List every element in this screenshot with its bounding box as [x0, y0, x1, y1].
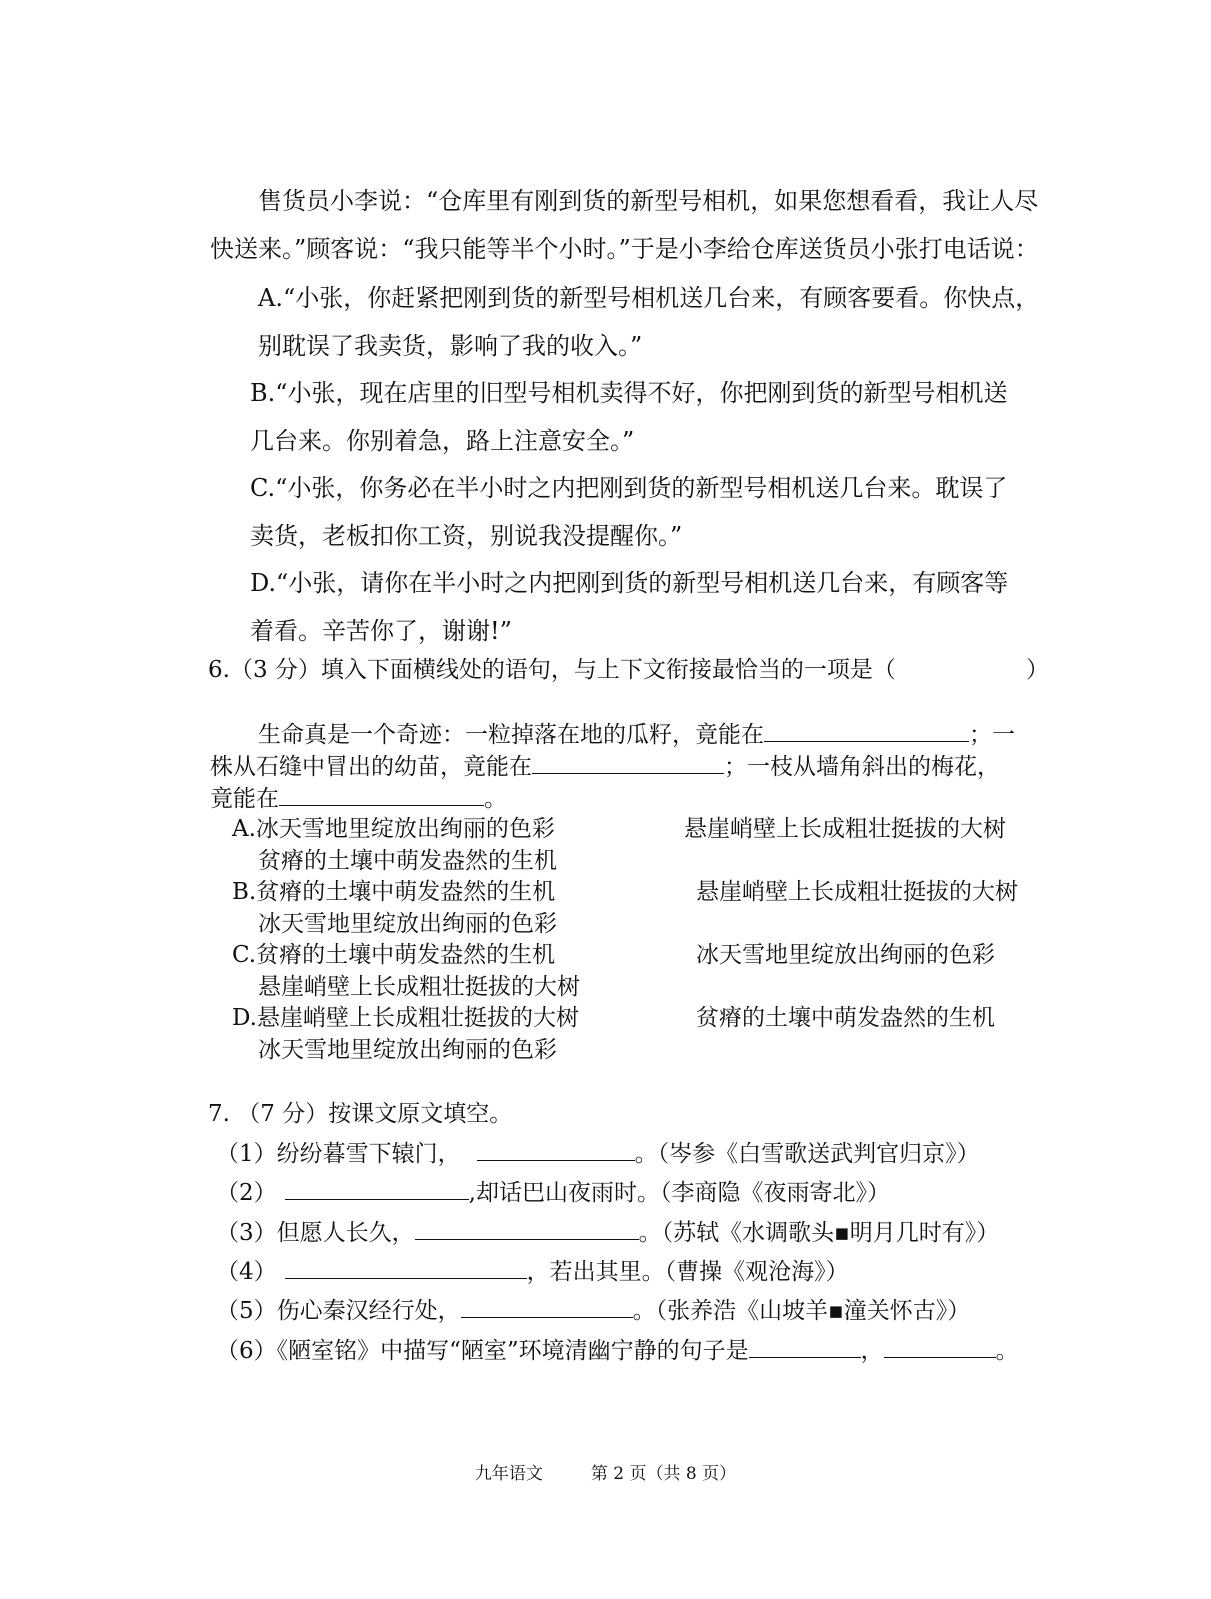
q6-option-a: [232, 814, 555, 844]
q7-item-3: [216, 1217, 999, 1248]
q7-item-text: 。: [995, 1338, 1019, 1364]
q6-passage-text: 株从石缝中冒出的幼苗，竟能在: [210, 754, 532, 780]
answer-blank[interactable]: [285, 1256, 527, 1279]
q5-context-line-2: 快送来。”顾客说：“我只能等半个小时。”于是小李给仓库送货员小张打电话说：: [210, 235, 1039, 263]
q7-item-2: [216, 1177, 890, 1208]
q5-option-c-line-1: C.“小张，你务必在半小时之内把刚到货的新型号相机送几台来。耽误了: [250, 474, 1008, 502]
answer-blank[interactable]: [749, 1335, 861, 1358]
q6-option-c-c: 悬崖峭壁上长成粗壮挺拔的大树: [258, 974, 580, 1000]
q7-item-text: 。（张养浩《山坡羊▪潼关怀古》）: [632, 1298, 971, 1324]
q7-item-5: [216, 1295, 970, 1326]
q7-item-text: 。（岑参《白雪歌送武判官归京》）: [634, 1141, 980, 1167]
q5-option-b-line-1: B.“小张，现在店里的旧型号相机卖得不好，你把刚到货的新型号相机送: [250, 379, 1008, 407]
q7-item-text: （3）但愿人长久，: [216, 1220, 415, 1246]
option-item-a: 冰天雪地里绽放出绚丽的色彩: [255, 816, 555, 842]
answer-blank[interactable]: [884, 1335, 996, 1358]
q6-passage-text: 。: [484, 786, 507, 812]
option-item-a: 贫瘠的土壤中萌发盎然的生机: [256, 879, 556, 905]
q7-item-text: 。（苏轼《水调歌头▪明月几时有》）: [638, 1220, 1000, 1246]
q7-item-text: （4）: [216, 1259, 277, 1285]
q6-passage-text: 生命真是一个奇迹：一粒掉落在地的瓜籽，竟能在: [258, 722, 764, 748]
q6-passage-line-1: [258, 719, 1015, 750]
footer-subject: 九年语文: [474, 1464, 543, 1484]
q7-stem: 7. （7 分）按课文原文填空。: [208, 1101, 513, 1127]
q6-stem: 6.（3 分）填入下面横线处的语句，与上下文衔接最恰当的一项是（: [208, 657, 896, 683]
q5-option-b-line-2: 几台来。你别着急，路上注意安全。”: [250, 427, 635, 455]
q6-option-c: [232, 940, 555, 970]
q7-item-6: [216, 1335, 1019, 1366]
q7-item-text: （6）《陋室铭》中描写“陋室”环境清幽宁静的句子是: [216, 1338, 749, 1364]
answer-blank[interactable]: [477, 1138, 635, 1161]
q5-context-line-1: 售货员小李说：“仓库里有刚到货的新型号相机，如果您想看看，我让人尽: [258, 187, 1039, 215]
q7-item-1: [216, 1138, 980, 1169]
q6-passage-text: ；一枝从墙角斜出的梅花，: [724, 754, 1000, 780]
q6-passage-line-3: [210, 783, 507, 814]
q7-item-text: （5）伤心秦汉经行处，: [216, 1298, 461, 1324]
q5-option-d-line-1: D.“小张，请你在半小时之内把刚到货的新型号相机送几台来，有顾客等: [250, 569, 1009, 597]
answer-blank[interactable]: [764, 719, 969, 742]
q6-option-a-c: 贫瘠的土壤中萌发盎然的生机: [258, 848, 557, 874]
q7-item-text: （2）: [216, 1180, 277, 1206]
answer-blank[interactable]: [415, 1217, 639, 1240]
q5-option-a-line-2: 别耽误了我卖货，影响了我的收入。”: [258, 332, 643, 360]
q6-passage-line-2: [210, 751, 1000, 782]
q6-option-d: [232, 1003, 579, 1033]
q5-option-d-line-2: 着看。辛苦你了，谢谢!”: [250, 617, 512, 645]
option-item-a: 贫瘠的土壤中萌发盎然的生机: [256, 942, 556, 968]
q6-option-b: [232, 877, 555, 907]
answer-blank[interactable]: [461, 1295, 633, 1318]
q6-option-d-c: 冰天雪地里绽放出绚丽的色彩: [258, 1037, 557, 1063]
option-label: B.: [232, 879, 257, 905]
q6-option-d-b: 贫瘠的土壤中萌发盎然的生机: [696, 1005, 995, 1031]
q6-stem-close: ）: [1026, 657, 1049, 683]
q5-option-c-line-2: 卖货，老板扣你工资，别说我没提醒你。”: [250, 522, 683, 550]
option-label: D.: [232, 1005, 257, 1031]
q7-item-text: （1）纷纷暮雪下辕门，: [216, 1141, 461, 1167]
q5-option-a-line-1: A.“小张，你赶紧把刚到货的新型号相机送几台来，有顾客要看。你快点，: [258, 284, 1040, 312]
q7-item-text: ，: [860, 1338, 884, 1364]
answer-blank[interactable]: [279, 783, 484, 806]
footer-page-info: 第 2 页（共 8 页）: [590, 1464, 737, 1484]
q6-option-b-b: 悬崖峭壁上长成粗壮挺拔的大树: [696, 879, 1018, 905]
q6-passage-text: ；一: [969, 722, 1015, 748]
answer-blank[interactable]: [285, 1177, 469, 1200]
q7-item-text: ，若出其里。（曹操《观沧海》）: [526, 1259, 849, 1285]
q7-item-text: ,却话巴山夜雨时。（李商隐《夜雨寄北》）: [468, 1180, 890, 1206]
option-label: C.: [232, 942, 257, 968]
q6-passage-text: 竟能在: [210, 786, 279, 812]
page-footer: [0, 1462, 1211, 1486]
option-label: A.: [232, 816, 256, 842]
q6-option-c-b: 冰天雪地里绽放出绚丽的色彩: [696, 942, 995, 968]
answer-blank[interactable]: [532, 751, 724, 774]
option-item-a: 悬崖峭壁上长成粗壮挺拔的大树: [256, 1005, 579, 1031]
q6-option-b-c: 冰天雪地里绽放出绚丽的色彩: [258, 911, 557, 937]
q7-item-4: [216, 1256, 849, 1287]
q6-option-a-b: 悬崖峭壁上长成粗壮挺拔的大树: [684, 816, 1006, 842]
